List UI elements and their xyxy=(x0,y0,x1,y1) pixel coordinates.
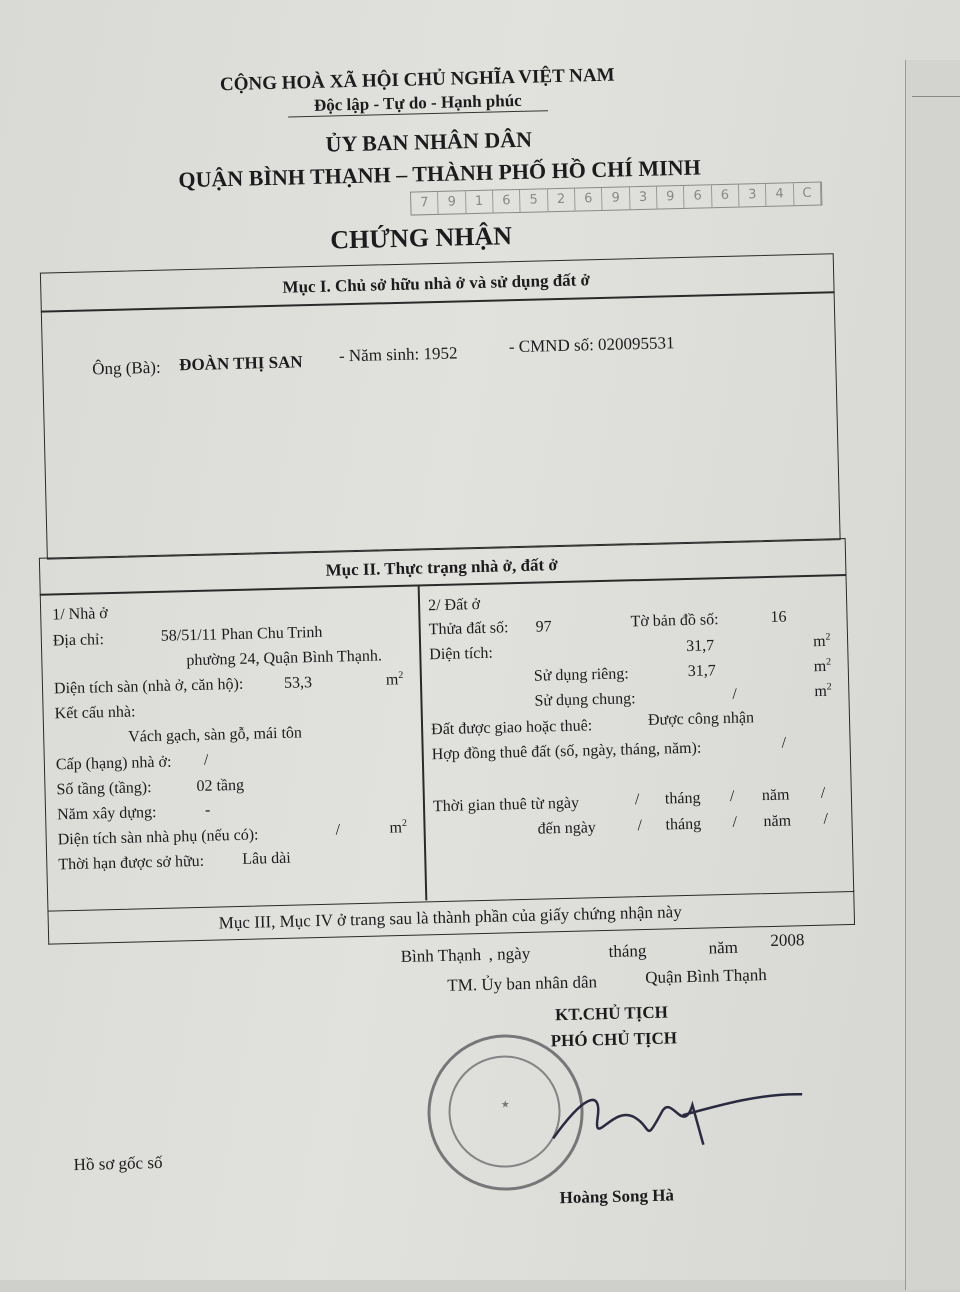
allocation-label: Đất được giao hoặc thuê: xyxy=(430,717,593,739)
nation-header: CỘNG HOÀ XÃ HỘI CHỦ NGHĨA VIỆT NAM xyxy=(219,64,615,96)
serial-char: 6 xyxy=(493,190,521,213)
motto: Độc lập - Tự do - Hạnh phúc xyxy=(288,90,548,117)
birth-year: - Năm sinh: 1952 xyxy=(338,343,458,366)
plot-label: Thửa đất số: xyxy=(428,619,509,639)
serial-char: 6 xyxy=(684,185,712,208)
serial-char: 6 xyxy=(575,188,603,211)
lease-from-day: / xyxy=(634,791,640,809)
shared-area-value: / xyxy=(732,685,738,703)
serial-char: 9 xyxy=(438,191,466,214)
month-label: tháng xyxy=(665,815,702,834)
allocation-value: Được công nhận xyxy=(647,709,755,729)
unit-m2: $m^2$ xyxy=(814,681,832,701)
year-label: năm xyxy=(708,937,739,958)
id-number: - CMND số: 020095531 xyxy=(508,333,675,357)
serial-char: 3 xyxy=(739,184,767,207)
owner-label: Ông (Bà): xyxy=(92,357,161,379)
serial-number-boxes xyxy=(410,182,822,216)
unit-m2: $m^2$ xyxy=(389,817,408,837)
unit-m2: $m^2$ xyxy=(385,669,404,689)
land-title: 2/ Đất ở xyxy=(427,596,481,615)
map-label: Tờ bản đồ số: xyxy=(630,611,719,631)
serial-char: 7 xyxy=(411,192,439,215)
serial-char: C xyxy=(794,183,822,206)
on-behalf: TM. Ủy ban nhân dân xyxy=(447,972,598,995)
unit-m2: $m^2$ xyxy=(813,656,832,676)
authority-line-2: QUẬN BÌNH THẠNH – THÀNH PHỐ HỒ CHÍ MINH xyxy=(178,154,701,193)
certificate-title: CHỨNG NHẬN xyxy=(329,221,513,255)
month-label: tháng xyxy=(664,789,701,808)
owner-name: ĐOÀN THỊ SAN xyxy=(178,352,303,375)
section-2-heading: Mục II. Thực trạng nhà ở, đất ở xyxy=(325,555,559,580)
signer-role-2: PHÓ CHỦ TỊCH xyxy=(550,1028,678,1051)
handwritten-signature xyxy=(542,1072,814,1169)
day-label: , ngày xyxy=(488,943,531,964)
plot-value: 97 xyxy=(535,618,552,636)
signer-role-1: KT.CHỦ TỊCH xyxy=(554,1002,669,1025)
floors-value: 02 tầng xyxy=(196,776,245,795)
year-label: năm xyxy=(763,812,792,831)
grade-value: / xyxy=(203,751,209,769)
structure-label: Kết cấu nhà: xyxy=(54,703,136,723)
seal-emblem: ★ xyxy=(500,1099,510,1111)
lease-to-year: / xyxy=(823,810,829,828)
lease-contract-value: / xyxy=(781,734,787,752)
serial-char: 1 xyxy=(466,191,494,214)
sign-year: 2008 xyxy=(770,930,805,951)
serial-char: 3 xyxy=(630,187,658,210)
lease-from-label: Thời gian thuê từ ngày xyxy=(432,794,580,816)
lease-to-day: / xyxy=(637,817,643,835)
house-title: 1/ Nhà ở xyxy=(52,605,108,624)
shared-area-label: Sử dụng chung: xyxy=(534,690,636,710)
term-label: Thời hạn được sở hữu: xyxy=(58,852,205,874)
serial-char: 9 xyxy=(602,187,630,210)
area-label: Diện tích: xyxy=(429,644,494,664)
floor-area-label: Diện tích sàn (nhà ở, căn hộ): xyxy=(53,675,244,698)
lease-to-month: / xyxy=(732,813,738,831)
footer-note: Mục III, Mục IV ở trang sau là thành phần của giấy chứng nhận này xyxy=(218,902,682,933)
year-label: năm xyxy=(761,786,790,805)
lease-from-year: / xyxy=(820,784,826,802)
lease-from-month: / xyxy=(729,787,735,805)
map-value: 16 xyxy=(770,608,787,626)
structure-value: Vách gạch, sàn gỗ, mái tôn xyxy=(128,724,303,746)
year-built-value: - xyxy=(204,801,211,819)
month-label: tháng xyxy=(608,941,647,961)
term-value: Lâu dài xyxy=(242,849,291,868)
unit-m2: $m^2$ xyxy=(812,631,831,651)
section-1-heading: Mục I. Chủ sở hữu nhà ở và sử dụng đất ở xyxy=(282,270,591,297)
area-value: 31,7 xyxy=(685,637,715,655)
aux-area-label: Diện tích sàn nhà phụ (nếu có): xyxy=(57,826,259,849)
serial-char: 4 xyxy=(766,183,794,206)
serial-char: 6 xyxy=(712,185,740,208)
lease-contract-label: Hợp đồng thuê đất (số, ngày, tháng, năm): xyxy=(431,739,702,764)
year-built-label: Năm xây dựng: xyxy=(56,803,157,824)
serial-char: 5 xyxy=(520,189,548,212)
sign-place: Bình Thạnh xyxy=(400,945,482,967)
private-area-label: Sử dụng riêng: xyxy=(533,665,629,685)
record-number-label: Hồ sơ gốc số xyxy=(73,1152,163,1175)
private-area-value: 31,7 xyxy=(687,662,717,680)
signer-name: Hoàng Song Hà xyxy=(559,1185,675,1208)
aux-area-value: / xyxy=(335,821,341,839)
district: Quận Bình Thạnh xyxy=(645,965,767,988)
serial-char: 9 xyxy=(657,186,685,209)
address-label: Địa chỉ: xyxy=(52,631,105,650)
address-line-1: 58/51/11 Phan Chu Trinh xyxy=(160,623,323,645)
address-line-2: phường 24, Quận Bình Thạnh. xyxy=(186,647,383,670)
floors-label: Số tầng (tầng): xyxy=(56,779,152,799)
authority-line-1: ỦY BAN NHÂN DÂN xyxy=(325,126,533,157)
lease-to-label: đến ngày xyxy=(537,819,597,838)
serial-char: 2 xyxy=(548,189,576,212)
floor-area-value: 53,3 xyxy=(283,674,313,692)
grade-label: Cấp (hạng) nhà ở: xyxy=(55,753,172,774)
